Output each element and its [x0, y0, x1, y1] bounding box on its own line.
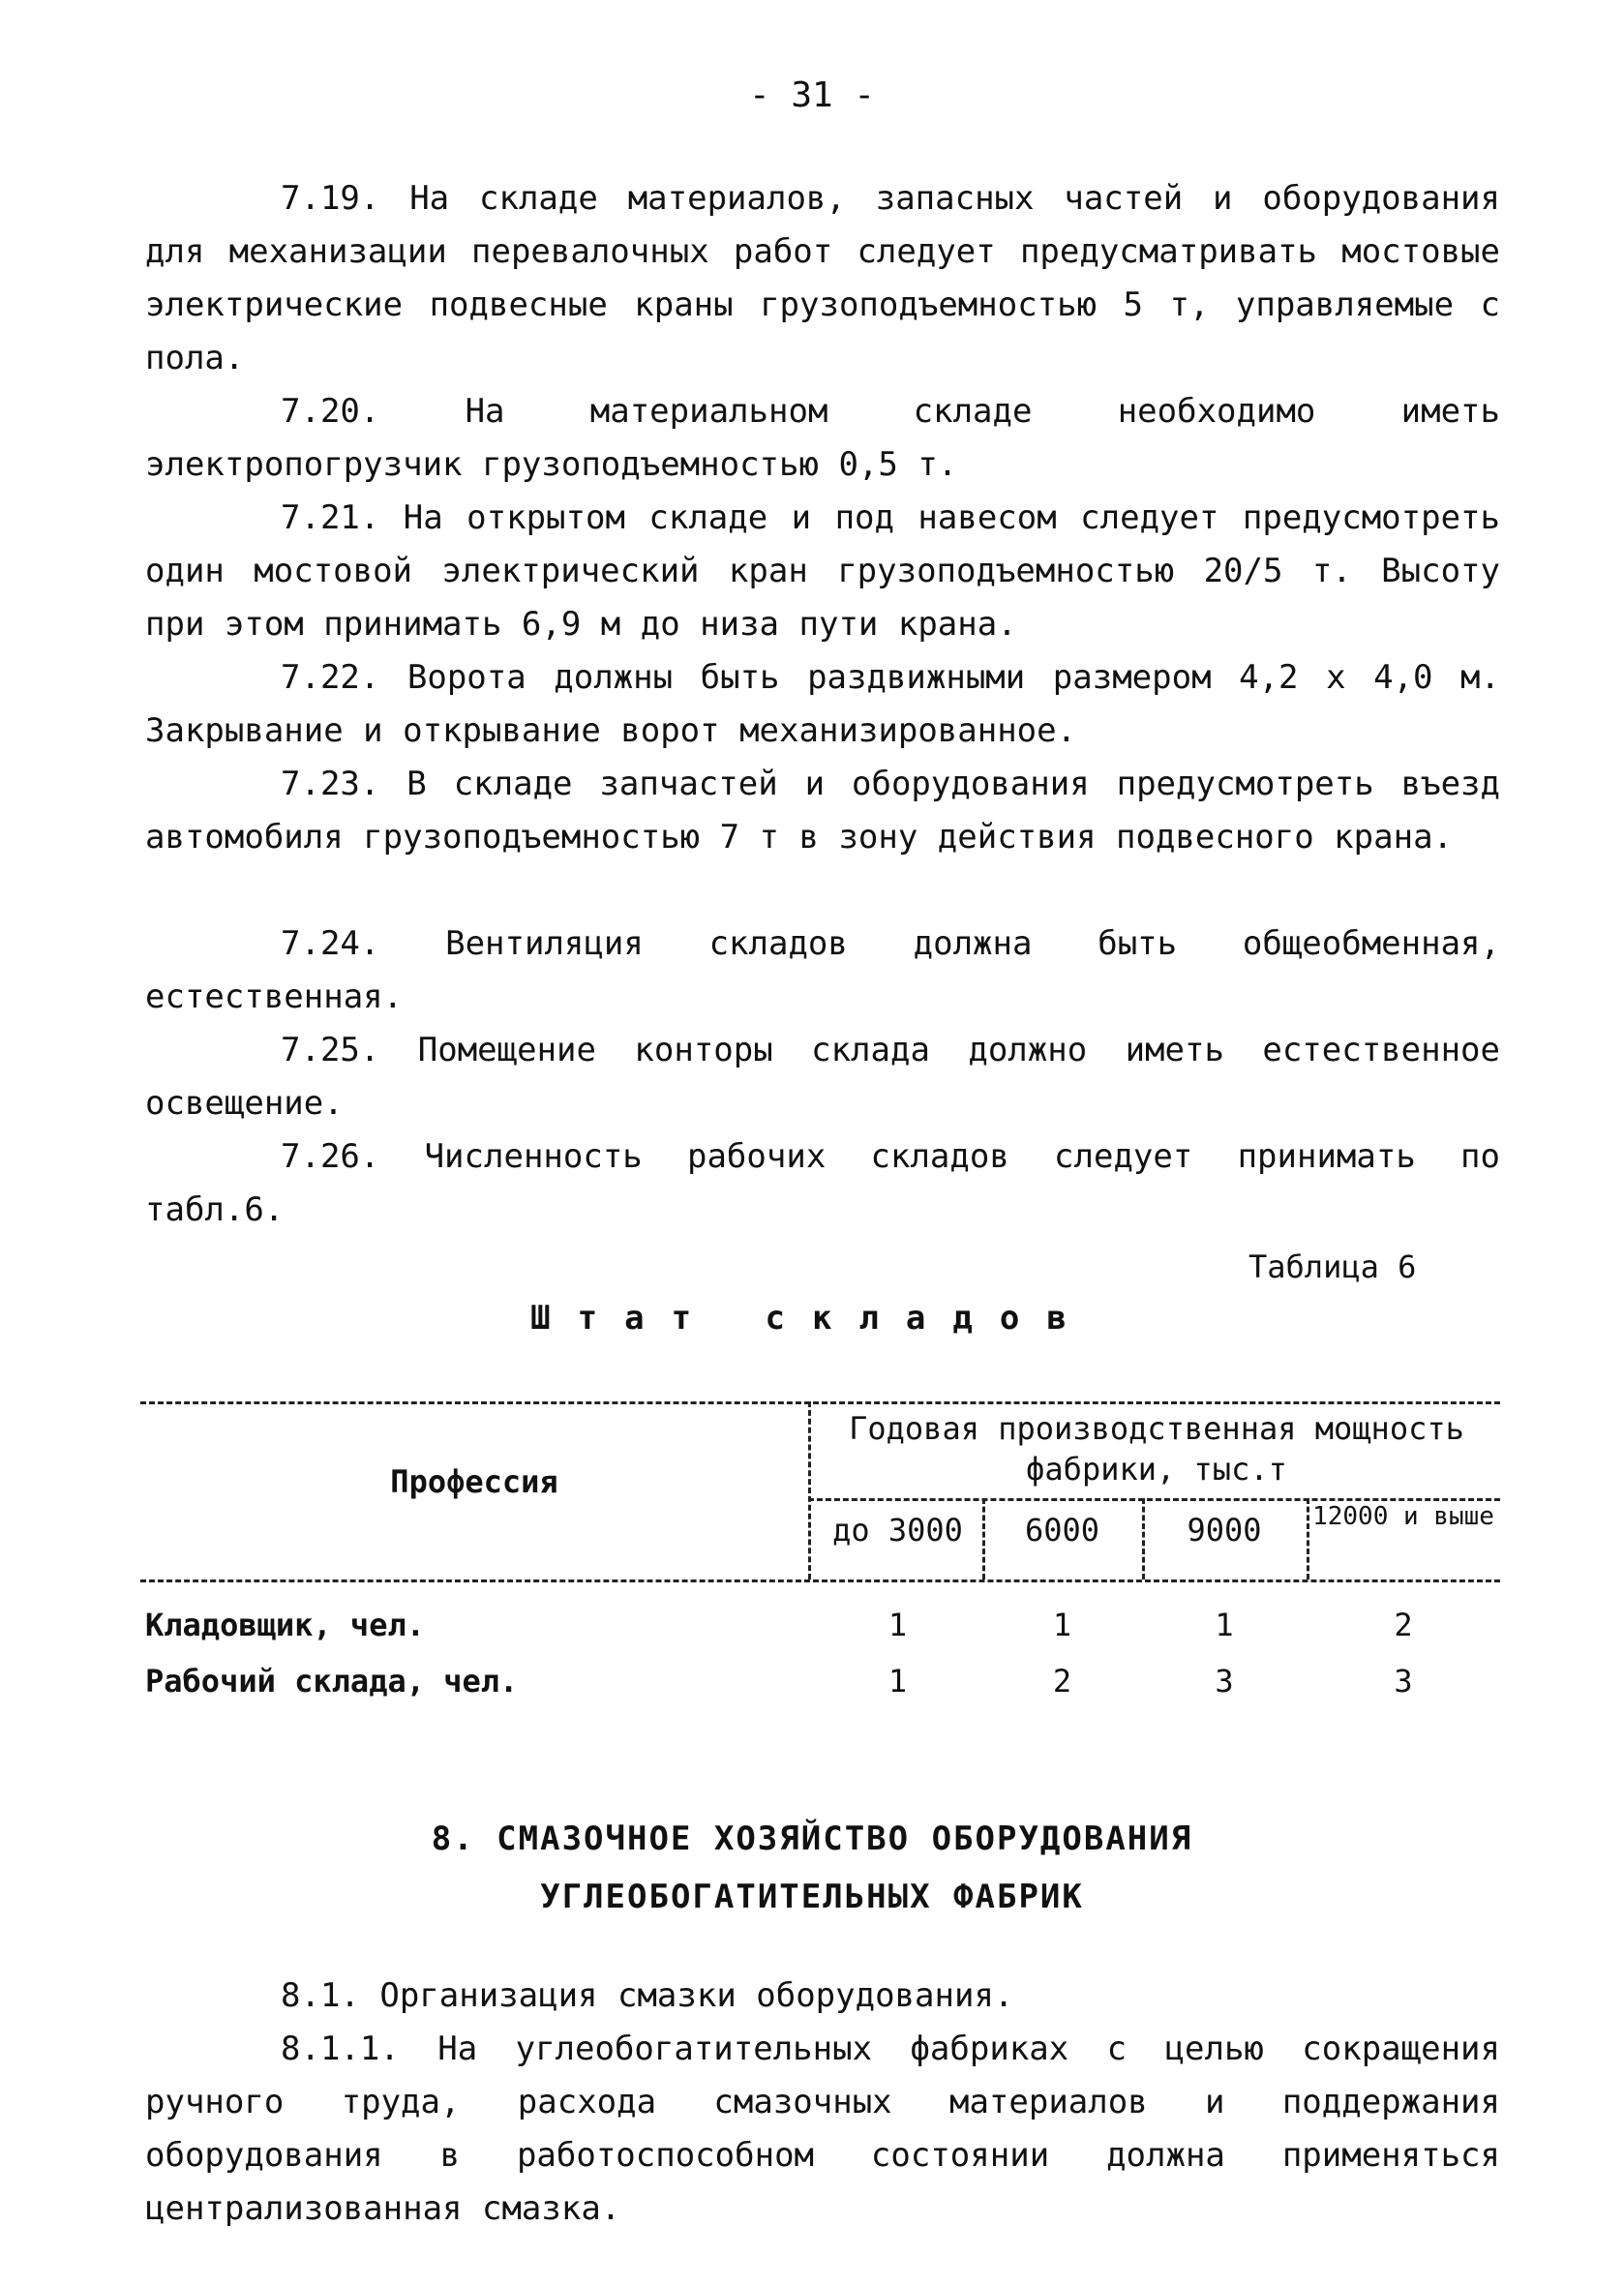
row-label: Рабочий склада, чел. [145, 1663, 519, 1699]
table-cell: 3 [1215, 1663, 1234, 1699]
subheading-8-1: 8.1. Организация смазки оборудования. [281, 1976, 1014, 2015]
table-cell: 1 [887, 1663, 908, 1699]
table-divider-profession [808, 1401, 811, 1579]
paragraph-7-22: 7.22. Ворота должны быть раздвижными размером 4,2 х 4,0 м. Закрывание и открывание ворот механизированное. [145, 658, 1500, 750]
table-top-rule [140, 1401, 1500, 1404]
table-cell: 1 [1052, 1607, 1072, 1643]
table-cell: 1 [1215, 1607, 1234, 1643]
section-heading-line-1: 8. СМАЗОЧНОЕ ХОЗЯЙСТВО ОБОРУДОВАНИЯ [431, 1820, 1193, 1858]
column-header: 6000 [1024, 1512, 1100, 1549]
table-cell: 2 [1394, 1607, 1413, 1643]
column-header: 12000 и выше [1312, 1502, 1494, 1531]
page-number: - 31 - [748, 75, 876, 115]
paragraph-7-26: 7.26. Численность рабочих складов следует принимать по табл.6. [145, 1137, 1500, 1229]
table-caption: Таблица 6 [1248, 1248, 1417, 1285]
paragraph-8-1-1: 8.1.1. На углеобогатительных фабриках с целью сокращения ручного труда, расхода смазочных материалов и поддержания оборудования в работоспособном состоянии должна применяться централизованная смазка. [145, 2030, 1500, 2228]
header-capacity: Годовая производственная мощность фабрики, тыс.т [849, 1410, 1464, 1488]
paragraph-7-19: 7.19. На складе материалов, запасных частей и оборудования для механизации перевалочных работ следует предусматривать мостовые электрические подвесные краны грузоподъемностью 5 т, управляемые с пола. [145, 179, 1500, 377]
paragraph-7-25: 7.25. Помещение конторы склада должно иметь естественное освещение. [145, 1031, 1500, 1123]
paragraph-7-20: 7.20. На материальном складе необходимо иметь электропогрузчик грузоподъемностью 0,5 т. [145, 392, 1500, 484]
header-profession: Профессия [390, 1463, 558, 1500]
table-title: Штат складов [530, 1299, 1094, 1338]
table-cell: 3 [1394, 1663, 1413, 1699]
table-cell: 1 [887, 1607, 908, 1643]
column-header: до 3000 [832, 1512, 963, 1549]
row-label: Кладовщик, чел. [145, 1607, 425, 1643]
section-heading-line-2: УГЛЕОБОГАТИТЕЛЬНЫХ ФАБРИК [540, 1878, 1084, 1916]
column-header: 9000 [1187, 1512, 1262, 1549]
table-cell: 2 [1052, 1663, 1072, 1699]
paragraph-7-21: 7.21. На открытом складе и под навесом следует предусмотреть один мостовой электрический кран грузоподъемностью 20/5 т. Высоту при этом принимать 6,9 м до низа пути крана. [145, 498, 1500, 644]
paragraph-7-23: 7.23. В складе запчастей и оборудования предусмотреть въезд автомобиля грузоподъемностью 7 т в зону действия подвесного крана. [145, 765, 1500, 857]
table-header-bottom-rule [140, 1579, 1500, 1582]
paragraph-7-24: 7.24. Вентиляция складов должна быть общеобменная, естественная. [145, 924, 1500, 1016]
